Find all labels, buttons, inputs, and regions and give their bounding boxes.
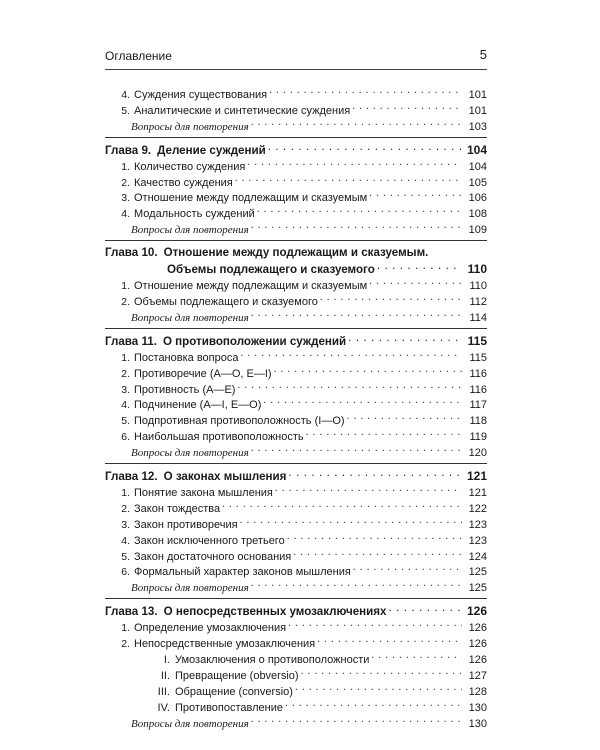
entry-number: 6. — [121, 566, 130, 579]
chapter-title — [105, 245, 430, 261]
chapter-title-text: Деление суждений — [157, 143, 266, 157]
dot-leader — [389, 603, 463, 615]
chapter-title — [105, 143, 268, 159]
entry-number: 4. — [121, 89, 130, 101]
toc-entry[interactable] — [105, 532, 487, 548]
entry-page-number: 130 — [468, 701, 487, 714]
entry-text: Объемы подлежащего и сказуемого — [134, 296, 318, 309]
entry-text: Количество суждения — [134, 160, 246, 173]
entry-number: 2. — [121, 367, 130, 380]
entry-text: Модальность суждений — [134, 208, 255, 221]
chapter-title — [105, 334, 348, 350]
entry-text: Подчинение (А—I, Е—О) — [134, 399, 262, 412]
entry-page-number: 121 — [468, 487, 487, 500]
chapter-title-text: О противоположении суждений — [162, 334, 347, 348]
entry-text: Постановка вопроса — [134, 351, 239, 364]
review-questions-entry[interactable] — [105, 444, 487, 460]
chapter-heading[interactable] — [105, 241, 487, 277]
toc-entry[interactable] — [105, 349, 487, 365]
dot-leader — [293, 548, 462, 560]
entry-page-number: 127 — [468, 669, 487, 682]
entry-page-number: 109 — [468, 224, 487, 237]
dot-leader — [348, 333, 463, 345]
dot-leader — [371, 651, 462, 663]
dot-leader — [288, 619, 462, 631]
entry-text: Подпротивная противоположность (I—О) — [134, 415, 345, 428]
entry-number: 5. — [121, 550, 130, 563]
entry-text: Формальный характер законов мышления — [134, 566, 351, 579]
chapter-page-number: 104 — [466, 142, 487, 157]
chapter-title-text: О непосредственных умозаключениях — [163, 605, 387, 619]
chapter-title-text: Отношение между подлежащим и сказуемым. — [163, 246, 429, 260]
toc-entry[interactable] — [105, 205, 487, 221]
toc-entry[interactable] — [105, 365, 487, 381]
entry-text: Закон тождества — [134, 502, 221, 515]
chapter-title-line — [105, 603, 487, 619]
entry-page-number: 104 — [468, 160, 487, 173]
entry-number: 4. — [121, 399, 130, 412]
dot-leader — [347, 412, 462, 424]
toc-subentry[interactable] — [105, 699, 487, 715]
entry-page-number: 126 — [468, 654, 487, 667]
toc-entry[interactable] — [105, 158, 487, 174]
entry-number: 4. — [121, 208, 130, 221]
dot-leader — [237, 381, 462, 393]
chapter-label: Глава 13. — [105, 605, 158, 619]
entry-text: Качество суждения — [134, 176, 233, 189]
entry-number: 4. — [121, 534, 130, 547]
review-questions-entry[interactable] — [105, 221, 487, 237]
entry-page-number: 125 — [468, 566, 487, 579]
dot-leader — [235, 174, 462, 186]
entry-number: 2. — [121, 502, 130, 515]
entry-label — [131, 120, 251, 136]
entry-page-number: 120 — [468, 447, 487, 460]
entry-page-number: 124 — [468, 550, 487, 563]
entry-number: 3. — [121, 192, 130, 205]
toc-entry[interactable] — [105, 396, 487, 412]
entry-page-number: 116 — [469, 383, 487, 396]
entry-text: Вопросы для повторения — [131, 311, 249, 324]
chapter-heading[interactable] — [105, 464, 487, 484]
toc-entry[interactable] — [105, 102, 487, 118]
chapter-title-line — [105, 468, 487, 484]
entry-text: Противность (А—Е) — [134, 383, 236, 396]
entry-number: 3. — [121, 383, 130, 396]
entry-number: 1. — [121, 622, 130, 635]
entry-page-number: 130 — [468, 717, 487, 730]
dot-leader — [251, 118, 462, 130]
dot-leader — [263, 396, 462, 408]
toc-entry[interactable] — [105, 189, 487, 205]
entry-number: IV. — [157, 701, 170, 714]
dot-leader — [268, 142, 463, 154]
entry-page-number: 126 — [468, 622, 487, 635]
dot-leader — [247, 158, 462, 170]
entry-number: III. — [157, 685, 170, 698]
entry-page-number: 126 — [468, 638, 487, 651]
entry-text: Закон достаточного основания — [134, 550, 292, 563]
chapter-title — [105, 604, 389, 620]
entry-page-number: 106 — [468, 192, 487, 205]
entry-label — [131, 717, 251, 733]
dot-leader — [352, 102, 462, 114]
dot-leader — [251, 444, 462, 456]
entry-page-number: 122 — [468, 502, 487, 515]
toc-entry[interactable] — [105, 293, 487, 309]
dot-leader — [251, 221, 462, 233]
entry-text: Закон исключенного третьего — [134, 534, 285, 547]
entry-number: 3. — [121, 518, 130, 531]
entry-text: Наибольшая противоположность — [134, 431, 304, 444]
review-questions-entry[interactable] — [105, 579, 487, 595]
entry-label — [131, 311, 251, 327]
entry-label — [131, 446, 251, 462]
toc-subentry[interactable] — [105, 683, 487, 699]
table-of-contents — [105, 86, 487, 731]
entry-number: 1. — [121, 351, 130, 364]
toc-entry[interactable] — [105, 86, 487, 102]
entry-number: 5. — [121, 415, 130, 428]
toc-entry[interactable] — [105, 412, 487, 428]
toc-subentry[interactable] — [105, 667, 487, 683]
entry-text: Противопоставление — [175, 701, 283, 714]
dot-leader — [240, 516, 462, 528]
chapter-heading[interactable] — [105, 599, 487, 619]
entry-number: II. — [160, 669, 170, 682]
entry-text: Непосредственные умозаключения — [134, 638, 316, 651]
toc-entry[interactable] — [105, 500, 487, 516]
entry-number: 1. — [121, 487, 130, 500]
entry-number: 5. — [121, 104, 130, 117]
toc-subentry[interactable] — [105, 651, 487, 667]
toc-entry[interactable] — [105, 277, 487, 293]
entry-text: Закон противоречия — [134, 518, 238, 531]
dot-leader — [301, 667, 462, 679]
chapter-title-line — [105, 142, 487, 158]
dot-leader — [251, 715, 462, 727]
dot-leader — [317, 635, 462, 647]
chapter-title-line — [105, 245, 487, 261]
chapter-label: Глава 11. — [105, 334, 157, 348]
chapter-heading[interactable] — [105, 138, 487, 158]
toc-entry[interactable] — [105, 548, 487, 564]
chapter-title-text: Объемы подлежащего и сказуемого — [167, 263, 375, 277]
entry-text: Суждения существования — [134, 89, 268, 101]
entry-page-number: 123 — [468, 534, 487, 547]
dot-leader — [288, 468, 463, 480]
dot-leader — [369, 189, 462, 201]
dot-leader — [274, 365, 462, 377]
page-number: 5 — [479, 47, 487, 62]
entry-text: Противоречие (А—О, Е—I) — [134, 367, 272, 380]
dot-leader — [295, 683, 462, 695]
entry-text: Отношение между подлежащим и сказуемым — [134, 280, 368, 293]
entry-page-number: 101 — [468, 104, 487, 117]
dot-leader — [269, 86, 462, 98]
dot-leader — [353, 563, 462, 575]
review-questions-entry[interactable] — [105, 118, 487, 134]
entry-text: Отношение между подлежащим и сказуемым — [134, 192, 368, 205]
dot-leader — [369, 277, 462, 289]
review-questions-entry[interactable] — [105, 309, 487, 325]
chapter-title — [105, 262, 377, 278]
entry-number: 2. — [121, 296, 130, 309]
chapter-title-line — [105, 261, 487, 277]
dot-leader — [222, 500, 462, 512]
entry-text: Обращение (conversio) — [175, 685, 293, 698]
running-header — [105, 45, 487, 70]
chapter-title-line — [105, 333, 487, 349]
dot-leader — [377, 261, 464, 273]
entry-number: 6. — [121, 431, 130, 444]
toc-entry[interactable] — [105, 635, 487, 651]
entry-text: Вопросы для повторения — [131, 224, 249, 237]
chapter-page-number: 126 — [466, 604, 487, 619]
dot-leader — [320, 293, 462, 305]
entry-text: Понятие закона мышления — [134, 487, 273, 500]
entry-label — [131, 223, 251, 239]
dot-leader — [257, 205, 462, 217]
entry-page-number: 116 — [469, 367, 487, 380]
chapter-page-number: 115 — [467, 333, 487, 348]
entry-text: Аналитические и синтетические суждения — [134, 104, 351, 117]
entry-text: Вопросы для повторения — [131, 120, 249, 133]
toc-entry[interactable] — [105, 484, 487, 500]
dot-leader — [251, 579, 462, 591]
entry-page-number: 103 — [468, 120, 487, 133]
running-header-title: Оглавление — [105, 49, 172, 63]
toc-entry[interactable] — [105, 381, 487, 397]
entry-page-number: 114 — [469, 311, 487, 324]
chapter-label: Глава 12. — [105, 470, 158, 484]
chapter-title — [105, 469, 288, 485]
chapter-heading[interactable] — [105, 329, 487, 349]
entry-page-number: 115 — [469, 351, 487, 364]
entry-number: 2. — [121, 176, 130, 189]
dot-leader — [251, 309, 462, 321]
entry-text: Вопросы для повторения — [131, 582, 249, 595]
entry-page-number: 117 — [469, 399, 487, 412]
chapter-title-text: О законах мышления — [163, 470, 287, 484]
dot-leader — [275, 484, 462, 496]
toc-entry[interactable] — [105, 516, 487, 532]
entry-number: I. — [163, 654, 170, 667]
chapter-label: Глава 10. — [105, 246, 158, 260]
entry-page-number: 112 — [469, 296, 487, 309]
review-questions-entry[interactable] — [105, 715, 487, 731]
entry-page-number: 119 — [469, 431, 487, 444]
entry-page-number: 118 — [469, 415, 487, 428]
dot-leader — [306, 428, 462, 440]
dot-leader — [287, 532, 462, 544]
entry-page-number: 125 — [468, 582, 487, 595]
entry-page-number: 105 — [468, 176, 487, 189]
entry-number: 1. — [121, 160, 130, 173]
entry-page-number: 108 — [468, 208, 487, 221]
entry-page-number: 128 — [468, 685, 487, 698]
toc-entry[interactable] — [105, 428, 487, 444]
entry-text: Вопросы для повторения — [131, 447, 249, 460]
dot-leader — [285, 699, 462, 711]
entry-text: Определение умозаключения — [134, 622, 287, 635]
entry-number: 2. — [121, 638, 130, 651]
entry-label — [131, 581, 251, 597]
dot-leader — [240, 349, 462, 361]
entry-page-number: 123 — [468, 518, 487, 531]
chapter-label: Глава 9. — [105, 143, 152, 157]
entry-page-number: 101 — [468, 89, 487, 101]
entry-text: Превращение (obversio) — [175, 669, 299, 682]
chapter-page-number: 110 — [467, 262, 487, 277]
toc-entry[interactable] — [105, 563, 487, 579]
chapter-page-number: 121 — [466, 469, 487, 484]
entry-number: 1. — [121, 280, 130, 293]
entry-text: Вопросы для повторения — [131, 717, 249, 730]
toc-entry[interactable] — [105, 619, 487, 635]
toc-entry[interactable] — [105, 174, 487, 190]
entry-page-number: 110 — [469, 280, 487, 293]
entry-text: Умозаключения о противоположности — [175, 654, 370, 667]
